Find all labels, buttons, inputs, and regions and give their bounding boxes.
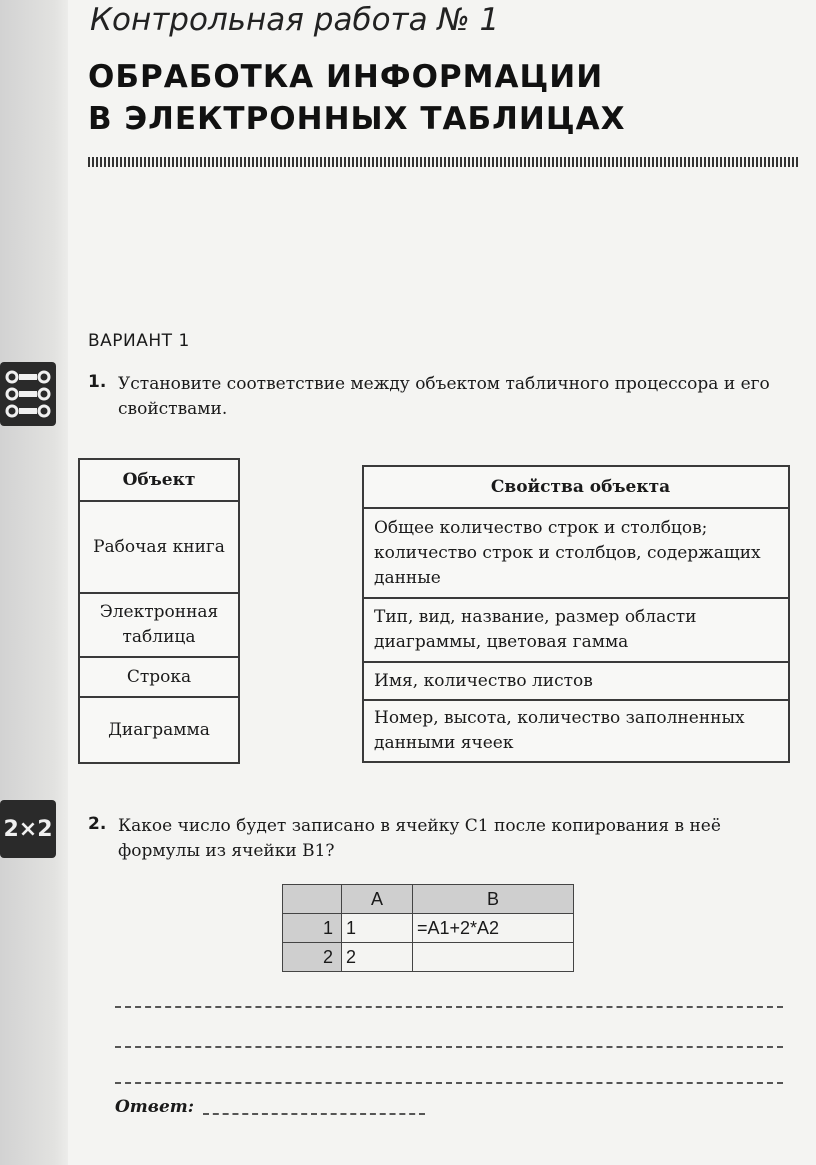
properties-header: Свойства объекта — [363, 466, 789, 508]
cell-b2 — [413, 943, 574, 972]
question-1-text: Установите соответствие между объектом табличного процессора и его свойствами. — [118, 374, 770, 419]
calculation-icon-label: 2×2 — [3, 816, 53, 842]
object-cell: Рабочая книга — [79, 501, 239, 593]
answer-label: Ответ: — [115, 1097, 195, 1117]
properties-table — [362, 465, 790, 763]
answer-writing-line — [115, 1006, 783, 1008]
variant-label: ВАРИАНТ 1 — [88, 331, 190, 351]
matching-task-icon — [0, 362, 56, 426]
spreadsheet-fragment — [282, 884, 574, 972]
column-header-a: A — [342, 885, 413, 914]
object-cell: Электронная таблица — [79, 593, 239, 657]
work-title: Контрольная работа № 1 — [90, 2, 500, 38]
cell-b1: =A1+2*A2 — [413, 914, 574, 943]
objects-table — [78, 458, 240, 764]
property-cell: Общее количество строк и столбцов; количество строк и столбцов, содержащих данные — [363, 508, 789, 598]
answer-field-line — [203, 1113, 425, 1115]
answer-writing-line — [115, 1082, 783, 1084]
property-cell: Имя, количество листов — [363, 662, 789, 700]
object-cell: Диаграмма — [79, 697, 239, 763]
calculation-task-icon — [0, 800, 56, 858]
main-title — [88, 56, 625, 140]
question-2-text: Какое число будет записано в ячейку C1 после копирования в неё формулы из ячейки B1? — [118, 816, 721, 861]
row-header: 1 — [283, 914, 342, 943]
property-cell: Тип, вид, название, размер области диаграммы, цветовая гамма — [363, 598, 789, 662]
row-header: 2 — [283, 943, 342, 972]
cell-a2: 2 — [342, 943, 413, 972]
corner-cell — [283, 885, 342, 914]
question-1-number: 1. — [88, 372, 107, 392]
table-row — [283, 943, 574, 972]
table-row — [283, 914, 574, 943]
title-divider — [88, 157, 798, 167]
column-header-b: B — [413, 885, 574, 914]
page-margin-strip — [0, 0, 68, 1165]
main-title-line2: В ЭЛЕКТРОННЫХ ТАБЛИЦАХ — [88, 101, 626, 137]
property-cell: Номер, высота, количество заполненных данными ячеек — [363, 700, 789, 762]
cell-a1: 1 — [342, 914, 413, 943]
objects-header: Объект — [79, 459, 239, 501]
object-cell: Строка — [79, 657, 239, 697]
answer-writing-line — [115, 1046, 783, 1048]
question-2-number: 2. — [88, 814, 107, 834]
main-title-line1: ОБРАБОТКА ИНФОРМАЦИИ — [88, 59, 604, 95]
